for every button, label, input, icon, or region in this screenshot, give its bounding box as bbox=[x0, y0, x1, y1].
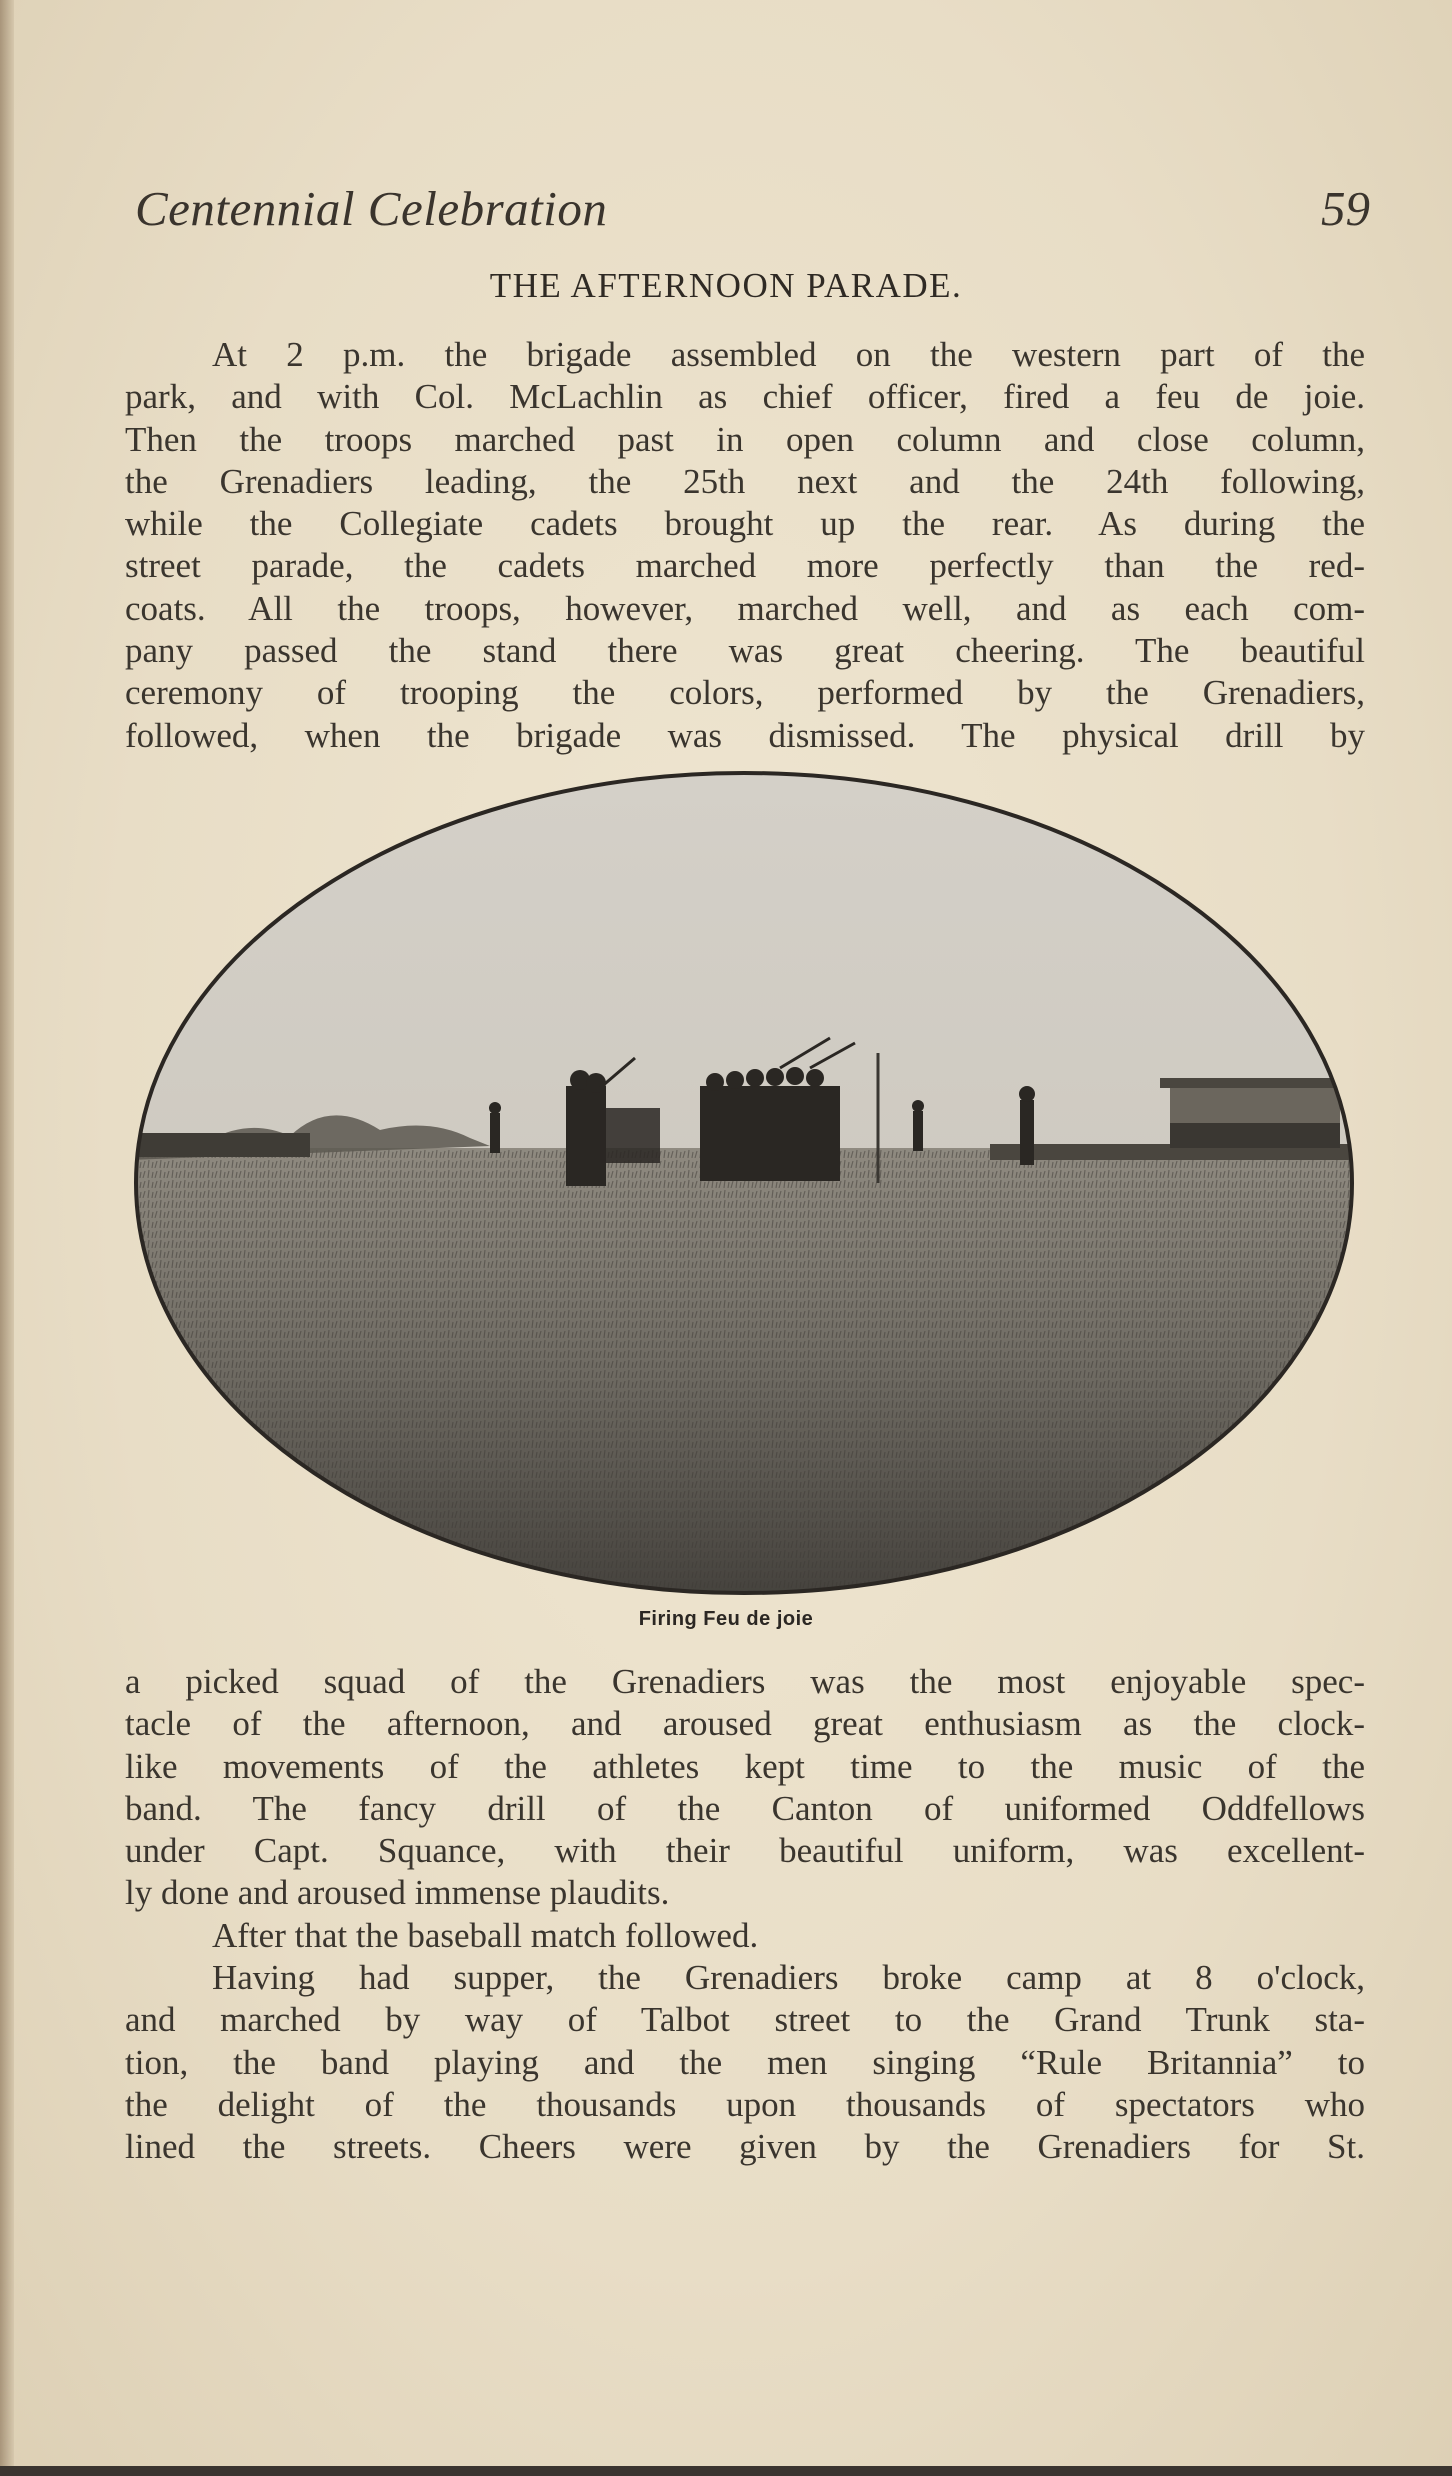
text-line: ceremony of trooping the colors, performed by the Grenadiers, bbox=[125, 673, 1365, 713]
text-line: tacle of the afternoon, and aroused great enthusiasm as the clock- bbox=[125, 1704, 1365, 1744]
body-text-bottom bbox=[125, 1661, 1365, 2169]
section-heading: THE AFTERNOON PARADE. bbox=[489, 266, 963, 305]
body-text-top bbox=[125, 334, 1365, 757]
text-line: coats. All the troops, however, marched well, and as each com- bbox=[125, 588, 1365, 628]
parade-photograph bbox=[130, 768, 1358, 1598]
text-line: tion, the band playing and the men singing “Rule Britannia” to bbox=[125, 2042, 1365, 2082]
text-line: park, and with Col. McLachlin as chief officer, fired a feu de joie. bbox=[125, 377, 1365, 417]
text-line: a picked squad of the Grenadiers was the most enjoyable spec- bbox=[125, 1662, 1365, 1701]
page-bottom-edge bbox=[0, 2466, 1452, 2476]
text-line: street parade, the cadets marched more perfectly than the red- bbox=[125, 546, 1365, 586]
page-spine-shadow bbox=[0, 0, 14, 2476]
running-header bbox=[135, 180, 1370, 250]
text-line: followed, when the brigade was dismissed. The physical drill by bbox=[125, 715, 1365, 755]
text-line: Then the troops marched past in open column and close column, bbox=[125, 419, 1365, 459]
text-line: After that the baseball match followed. bbox=[212, 1915, 759, 1955]
text-line: like movements of the athletes kept time to the music of the bbox=[125, 1746, 1365, 1786]
text-line: Having had supper, the Grenadiers broke camp at 8 o'clock, bbox=[212, 1958, 1365, 1998]
running-title: Centennial Celebration bbox=[135, 181, 608, 236]
text-line: under Capt. Squance, with their beautiful uniform, was excellent- bbox=[125, 1831, 1365, 1871]
text-line: band. The fancy drill of the Canton of uniformed Oddfellows bbox=[125, 1788, 1365, 1828]
text-line: while the Collegiate cadets brought up the rear. As during the bbox=[125, 504, 1365, 544]
text-line: the delight of the thousands upon thousands of spectators who bbox=[125, 2084, 1365, 2124]
figure-caption: Firing Feu de joie bbox=[638, 1608, 814, 1630]
text-line: and marched by way of Talbot street to the Grand Trunk sta- bbox=[125, 2000, 1365, 2040]
text-line: lined the streets. Cheers were given by the Grenadiers for St. bbox=[125, 2127, 1365, 2167]
text-line: pany passed the stand there was great cheering. The beautiful bbox=[125, 631, 1365, 671]
text-line: At 2 p.m. the brigade assembled on the western part of the bbox=[212, 335, 1365, 374]
text-line: the Grenadiers leading, the 25th next and the 24th following, bbox=[125, 461, 1365, 501]
page-number: 59 bbox=[1321, 181, 1370, 236]
text-line: ly done and aroused immense plaudits. bbox=[125, 1873, 670, 1913]
